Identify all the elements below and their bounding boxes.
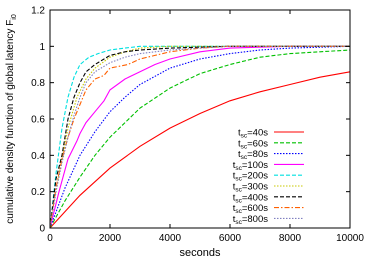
y-tick-label: 0 — [39, 223, 45, 235]
series-line-5 — [50, 46, 350, 228]
series-line-1 — [50, 50, 350, 228]
x-tick-label: 8000 — [278, 233, 302, 244]
legend-label: $t_{sc}=200s$ — [232, 170, 268, 183]
y-tick-label: 0.6 — [31, 114, 45, 126]
plot-frame — [50, 10, 350, 228]
tick-layer — [31, 6, 364, 245]
x-tick-label: 0 — [47, 233, 53, 244]
legend-label: $t_{sc}=60s$ — [237, 138, 268, 151]
series-line-8 — [50, 46, 350, 228]
legend-label: $t_{sc}=40s$ — [237, 127, 268, 140]
x-tick-label: 6000 — [218, 233, 242, 244]
x-axis-label: seconds — [179, 247, 221, 259]
series-line-2 — [50, 46, 350, 228]
legend-label: $t_{sc}=800s$ — [232, 213, 268, 226]
series-line-3 — [50, 46, 350, 228]
legend-label: $t_{sc}=80s$ — [237, 149, 268, 162]
x-tick-label: 4000 — [158, 233, 182, 244]
y-tick-label: 1.2 — [31, 5, 45, 17]
y-axis-label — [5, 14, 18, 224]
series-line-0 — [50, 72, 350, 228]
series-line-4 — [50, 46, 350, 228]
legend-label: $t_{sc}=300s$ — [232, 181, 268, 194]
y-tick-label: 0.8 — [31, 78, 45, 90]
legend — [233, 128, 304, 226]
legend-label: $t_{sc}=100s$ — [232, 159, 268, 172]
legend-label: $t_{sc}=400s$ — [232, 192, 268, 205]
x-tick-label: 2000 — [98, 233, 122, 244]
series-layer — [50, 46, 350, 228]
x-tick-label: 10000 — [336, 233, 364, 244]
y-tick-label: 0.2 — [31, 187, 45, 199]
series-line-7 — [50, 46, 350, 228]
y-tick-label: 1 — [39, 41, 45, 53]
series-line-6 — [50, 46, 350, 228]
y-tick-label: 0.4 — [31, 150, 45, 162]
legend-label: $t_{sc}=600s$ — [232, 203, 268, 216]
y-axis-label-main: cumulative density function of global latency F — [5, 19, 16, 224]
y-axis-label-sub: i0 — [11, 14, 18, 20]
